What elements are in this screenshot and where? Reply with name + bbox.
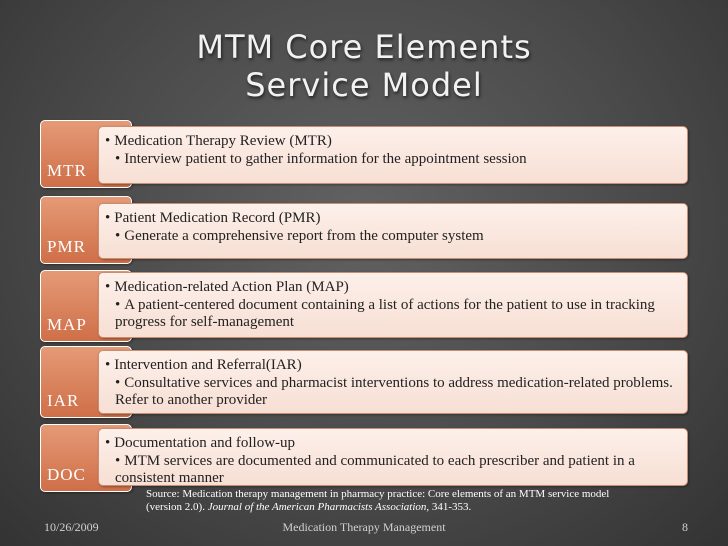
bullet-heading: • Patient Medication Record (PMR) <box>105 210 321 226</box>
page-number: 8 <box>682 520 688 534</box>
content-box <box>98 428 688 486</box>
tab-label: MTR <box>47 161 87 180</box>
bullet-detail: • MTM services are documented and communicated to each prescriber and patient in a consistent manner <box>115 453 635 486</box>
tab-label: DOC <box>47 465 86 484</box>
tab-label: MAP <box>47 315 87 334</box>
footer-title: Medication Therapy Management <box>282 520 446 534</box>
content-box <box>98 350 688 414</box>
bullet-detail: • Generate a comprehensive report from the computer system <box>115 228 484 244</box>
tab-label: PMR <box>47 237 86 256</box>
bullet-detail: • Interview patient to gather information for the appointment session <box>115 151 527 167</box>
content-box <box>98 272 688 338</box>
content-box <box>98 126 688 184</box>
bullet-detail: • A patient-centered document containing a list of actions for the patient to use in tracking progress for self-management <box>115 297 655 330</box>
title-line-1: MTM Core Elements <box>196 28 532 66</box>
tab-label: IAR <box>47 391 80 410</box>
slide-title <box>0 28 728 104</box>
title-line-2: Service Model <box>245 66 483 104</box>
bullet-heading: • Medication Therapy Review (MTR) <box>105 133 332 149</box>
footer-date: 10/26/2009 <box>44 520 99 534</box>
bullet-heading: • Medication-related Action Plan (MAP) <box>105 279 349 295</box>
content-box <box>98 203 688 259</box>
bullet-heading: • Intervention and Referral(IAR) <box>105 357 302 373</box>
bullet-detail: • Consultative services and pharmacist interventions to address medication-related problems. Refer to another provider <box>115 375 673 408</box>
bullet-heading: • Documentation and follow-up <box>105 435 296 451</box>
journal-name: Journal of the American Pharmacists Association <box>207 501 427 513</box>
source-citation: Source: Medication therapy management in pharmacy practice: Core elements of an MTM service model (version 2.0). Journal of the American Pharmacists Association, 341-353. <box>146 488 610 513</box>
